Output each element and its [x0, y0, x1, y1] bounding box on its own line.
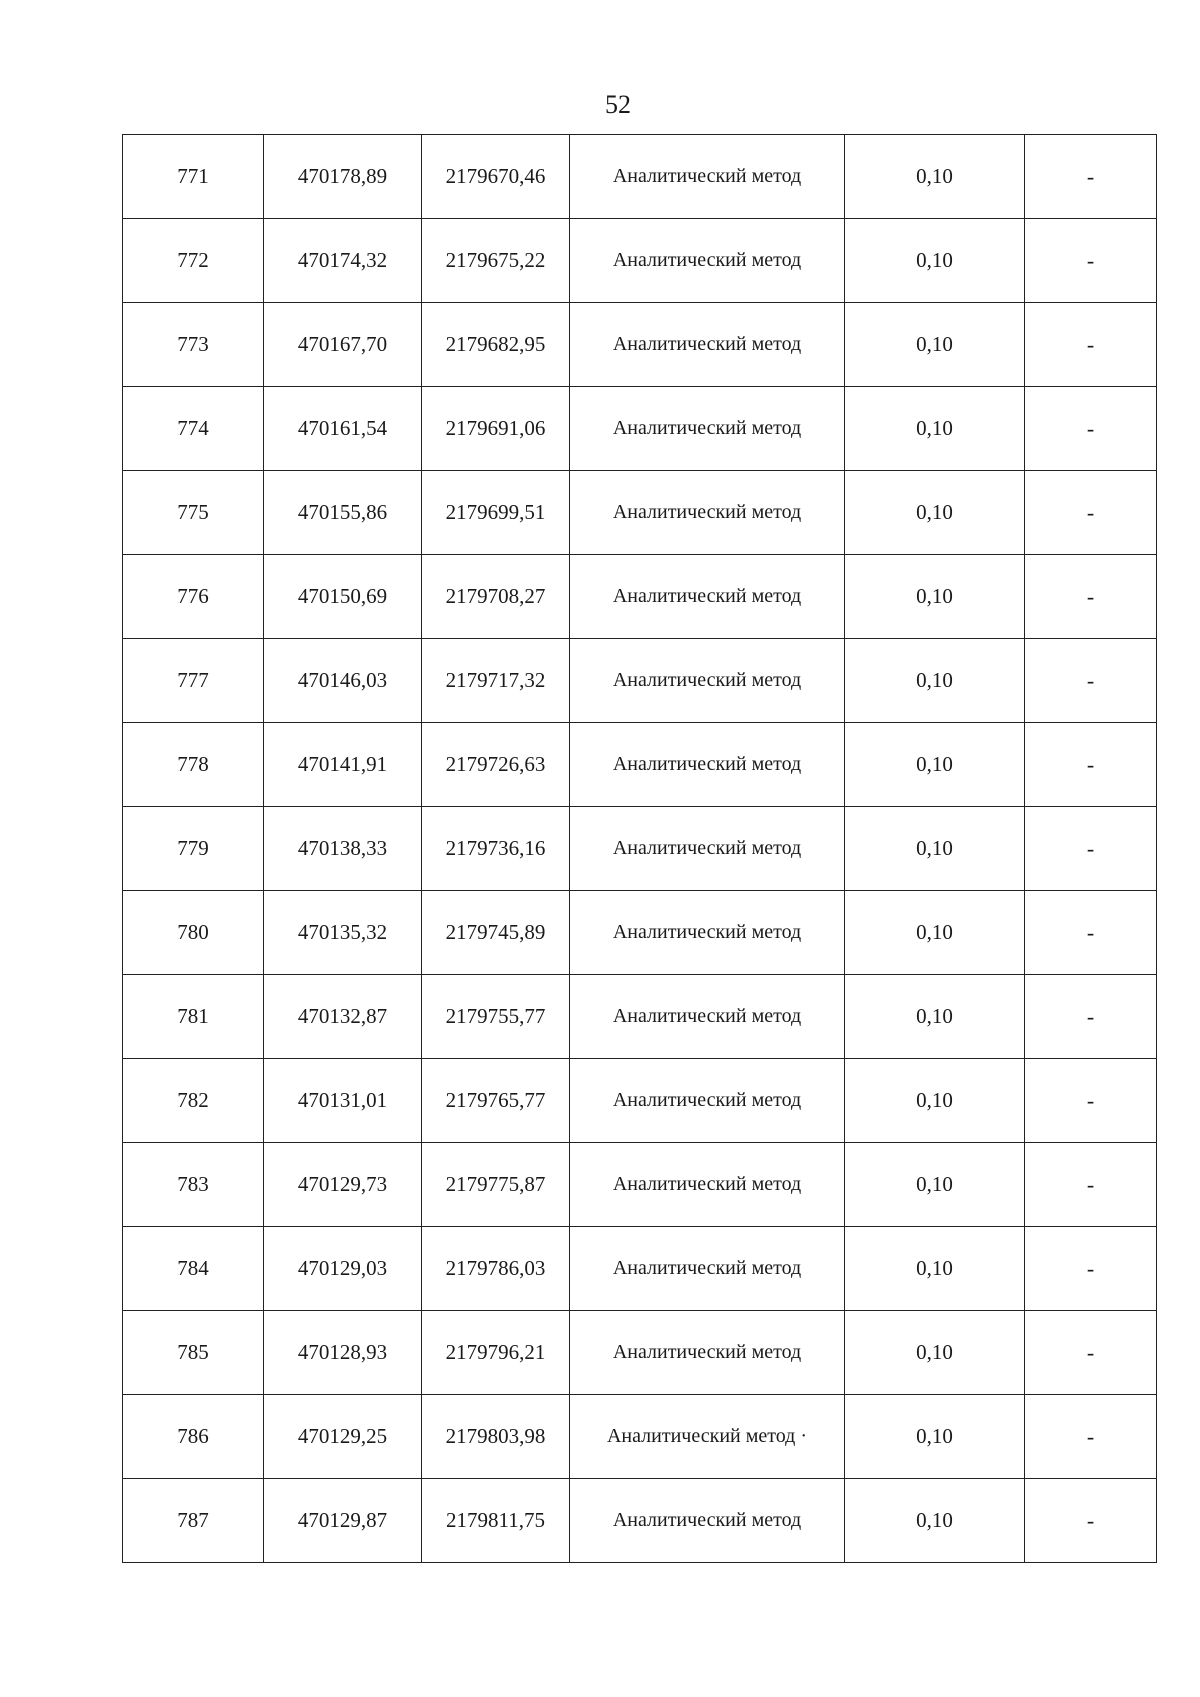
- table-row: [123, 303, 1157, 387]
- point-number-cell: 781: [123, 975, 264, 1059]
- point-number-cell: 786: [123, 1395, 264, 1479]
- note-cell: -: [1025, 1059, 1157, 1143]
- table-row: [123, 219, 1157, 303]
- y-coordinate-cell: 2179775,87: [422, 1143, 570, 1227]
- point-number-cell: 776: [123, 555, 264, 639]
- x-coordinate-cell: 470150,69: [264, 555, 422, 639]
- note-cell: -: [1025, 975, 1157, 1059]
- method-cell: Аналитический метод: [570, 639, 845, 723]
- coordinates-table: [122, 134, 1157, 1563]
- method-cell: Аналитический метод: [570, 1059, 845, 1143]
- x-coordinate-cell: 470129,73: [264, 1143, 422, 1227]
- accuracy-cell: 0,10: [845, 387, 1025, 471]
- accuracy-cell: 0,10: [845, 1311, 1025, 1395]
- y-coordinate-cell: 2179736,16: [422, 807, 570, 891]
- note-cell: -: [1025, 891, 1157, 975]
- table-row: [123, 639, 1157, 723]
- table-row: [123, 1479, 1157, 1563]
- y-coordinate-cell: 2179682,95: [422, 303, 570, 387]
- coordinates-table-body: [123, 135, 1157, 1563]
- accuracy-cell: 0,10: [845, 975, 1025, 1059]
- table-row: [123, 1143, 1157, 1227]
- point-number-cell: 783: [123, 1143, 264, 1227]
- note-cell: -: [1025, 1395, 1157, 1479]
- method-cell: Аналитический метод: [570, 471, 845, 555]
- table-row: [123, 975, 1157, 1059]
- note-cell: -: [1025, 555, 1157, 639]
- note-cell: -: [1025, 471, 1157, 555]
- accuracy-cell: 0,10: [845, 1479, 1025, 1563]
- y-coordinate-cell: 2179675,22: [422, 219, 570, 303]
- page-number: 52: [605, 90, 631, 119]
- note-cell: -: [1025, 303, 1157, 387]
- point-number-cell: 779: [123, 807, 264, 891]
- method-cell: Аналитический метод: [570, 1311, 845, 1395]
- note-cell: -: [1025, 639, 1157, 723]
- point-number-cell: 785: [123, 1311, 264, 1395]
- x-coordinate-cell: 470161,54: [264, 387, 422, 471]
- note-cell: -: [1025, 135, 1157, 219]
- note-cell: -: [1025, 807, 1157, 891]
- accuracy-cell: 0,10: [845, 135, 1025, 219]
- y-coordinate-cell: 2179691,06: [422, 387, 570, 471]
- method-cell: Аналитический метод: [570, 891, 845, 975]
- accuracy-cell: 0,10: [845, 807, 1025, 891]
- note-cell: -: [1025, 387, 1157, 471]
- x-coordinate-cell: 470178,89: [264, 135, 422, 219]
- point-number-cell: 784: [123, 1227, 264, 1311]
- note-cell: -: [1025, 1311, 1157, 1395]
- method-cell: Аналитический метод: [570, 807, 845, 891]
- point-number-cell: 787: [123, 1479, 264, 1563]
- method-cell: Аналитический метод: [570, 303, 845, 387]
- x-coordinate-cell: 470138,33: [264, 807, 422, 891]
- x-coordinate-cell: 470167,70: [264, 303, 422, 387]
- x-coordinate-cell: 470135,32: [264, 891, 422, 975]
- y-coordinate-cell: 2179755,77: [422, 975, 570, 1059]
- x-coordinate-cell: 470132,87: [264, 975, 422, 1059]
- accuracy-cell: 0,10: [845, 303, 1025, 387]
- method-cell: Аналитический метод: [570, 387, 845, 471]
- table-row: [123, 807, 1157, 891]
- method-cell: Аналитический метод: [570, 135, 845, 219]
- y-coordinate-cell: 2179745,89: [422, 891, 570, 975]
- accuracy-cell: 0,10: [845, 1227, 1025, 1311]
- x-coordinate-cell: 470131,01: [264, 1059, 422, 1143]
- x-coordinate-cell: 470129,87: [264, 1479, 422, 1563]
- x-coordinate-cell: 470155,86: [264, 471, 422, 555]
- table-row: [123, 1059, 1157, 1143]
- x-coordinate-cell: 470146,03: [264, 639, 422, 723]
- accuracy-cell: 0,10: [845, 639, 1025, 723]
- y-coordinate-cell: 2179765,77: [422, 1059, 570, 1143]
- point-number-cell: 773: [123, 303, 264, 387]
- y-coordinate-cell: 2179717,32: [422, 639, 570, 723]
- note-cell: -: [1025, 723, 1157, 807]
- table-row: [123, 135, 1157, 219]
- method-cell: Аналитический метод: [570, 555, 845, 639]
- point-number-cell: 778: [123, 723, 264, 807]
- accuracy-cell: 0,10: [845, 1395, 1025, 1479]
- accuracy-cell: 0,10: [845, 219, 1025, 303]
- accuracy-cell: 0,10: [845, 555, 1025, 639]
- x-coordinate-cell: 470129,25: [264, 1395, 422, 1479]
- point-number-cell: 777: [123, 639, 264, 723]
- note-cell: -: [1025, 1479, 1157, 1563]
- table-row: [123, 471, 1157, 555]
- y-coordinate-cell: 2179708,27: [422, 555, 570, 639]
- table-row: [123, 891, 1157, 975]
- method-cell: Аналитический метод: [570, 1143, 845, 1227]
- accuracy-cell: 0,10: [845, 891, 1025, 975]
- table-row: [123, 1227, 1157, 1311]
- point-number-cell: 771: [123, 135, 264, 219]
- x-coordinate-cell: 470141,91: [264, 723, 422, 807]
- table-row: [123, 723, 1157, 807]
- note-cell: -: [1025, 1227, 1157, 1311]
- method-cell: Аналитический метод ·: [570, 1395, 845, 1479]
- x-coordinate-cell: 470129,03: [264, 1227, 422, 1311]
- table-row: [123, 555, 1157, 639]
- method-cell: Аналитический метод: [570, 1479, 845, 1563]
- y-coordinate-cell: 2179699,51: [422, 471, 570, 555]
- y-coordinate-cell: 2179811,75: [422, 1479, 570, 1563]
- method-cell: Аналитический метод: [570, 975, 845, 1059]
- y-coordinate-cell: 2179670,46: [422, 135, 570, 219]
- point-number-cell: 780: [123, 891, 264, 975]
- point-number-cell: 774: [123, 387, 264, 471]
- point-number-cell: 772: [123, 219, 264, 303]
- accuracy-cell: 0,10: [845, 723, 1025, 807]
- x-coordinate-cell: 470174,32: [264, 219, 422, 303]
- point-number-cell: 782: [123, 1059, 264, 1143]
- point-number-cell: 775: [123, 471, 264, 555]
- accuracy-cell: 0,10: [845, 1143, 1025, 1227]
- y-coordinate-cell: 2179786,03: [422, 1227, 570, 1311]
- note-cell: -: [1025, 219, 1157, 303]
- accuracy-cell: 0,10: [845, 1059, 1025, 1143]
- accuracy-cell: 0,10: [845, 471, 1025, 555]
- table-row: [123, 387, 1157, 471]
- method-cell: Аналитический метод: [570, 723, 845, 807]
- y-coordinate-cell: 2179726,63: [422, 723, 570, 807]
- y-coordinate-cell: 2179803,98: [422, 1395, 570, 1479]
- method-cell: Аналитический метод: [570, 1227, 845, 1311]
- x-coordinate-cell: 470128,93: [264, 1311, 422, 1395]
- table-row: [123, 1395, 1157, 1479]
- method-cell: Аналитический метод: [570, 219, 845, 303]
- note-cell: -: [1025, 1143, 1157, 1227]
- table-row: [123, 1311, 1157, 1395]
- y-coordinate-cell: 2179796,21: [422, 1311, 570, 1395]
